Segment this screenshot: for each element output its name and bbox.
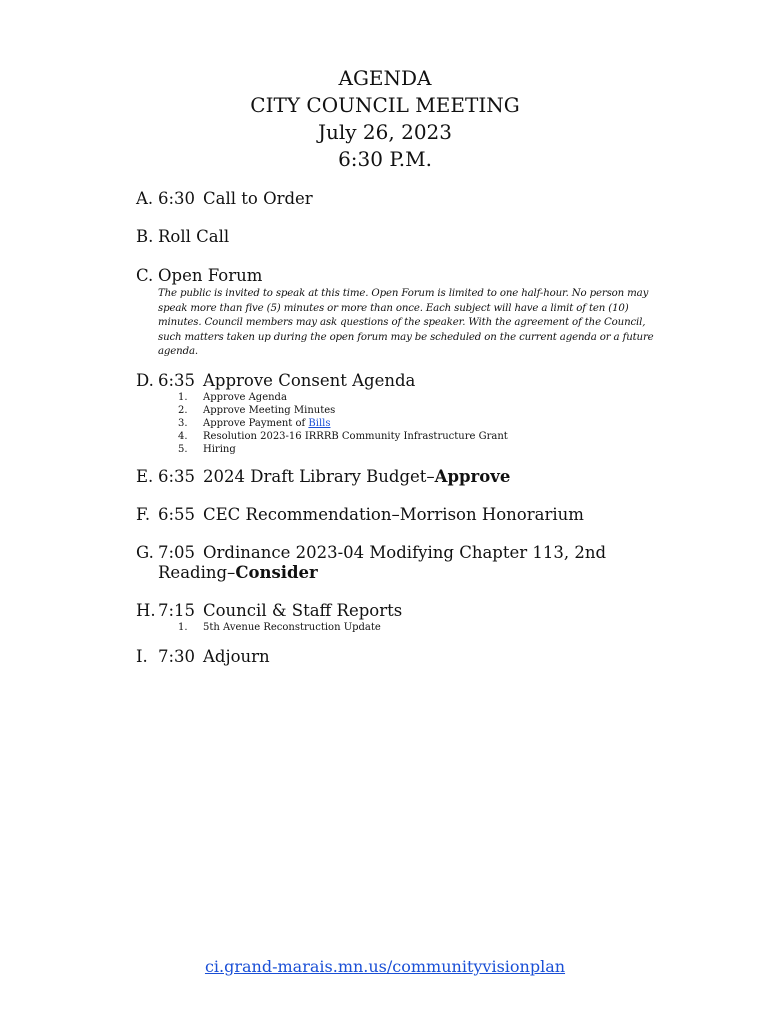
bills-link[interactable]: Bills [308, 418, 331, 429]
item-letter: B. [136, 227, 154, 246]
header-time: 6:30 P.M. [338, 147, 432, 171]
item-time: 6:35 [158, 467, 196, 486]
item-time: 7:15 [158, 601, 196, 620]
item-title: Ordinance 2023-04 Modifying Chapter 113, 2nd [203, 543, 607, 562]
item-title: Approve Consent Agenda [203, 371, 416, 390]
item-letter: E. [136, 467, 154, 486]
consent-agenda-sublist [178, 391, 508, 456]
list-item: 3. Approve Payment of Bills [178, 418, 331, 429]
item-time: 7:05 [158, 543, 196, 562]
item-title: Adjourn [203, 647, 270, 666]
item-title: Roll Call [158, 227, 230, 246]
item-action: Consider [235, 563, 318, 582]
item-letter: G. [136, 543, 154, 562]
item-letter: I. [136, 647, 148, 666]
item-letter: A. [136, 189, 154, 208]
item-title-line2: Reading– [158, 563, 236, 582]
agenda-item-h [136, 601, 402, 621]
agenda-item-c [136, 266, 262, 286]
page-footer [0, 957, 770, 977]
item-time: 6:35 [158, 371, 196, 390]
header-title: AGENDA [338, 66, 432, 90]
open-forum-note: The public is invited to speak at this time. Open Forum is limited to one half-hour. No person may speak more than five (5) minutes or more than once. Each subject will have a limit of ten (10) minutes. Council members may ask questions of the speaker. With the agreement of the Council, such matters taken up during the open forum may be scheduled on the current agenda or a future agenda. [158, 288, 654, 357]
reports-sublist [178, 621, 381, 634]
agenda-header [0, 65, 770, 173]
agenda-item-a [136, 189, 313, 209]
agenda-item-i [136, 647, 270, 667]
item-title: CEC Recommendation–Morrison Honorarium [203, 505, 584, 524]
community-vision-plan-link[interactable]: ci.grand-marais.mn.us/communityvisionplan [204, 957, 566, 976]
agenda-item-f [136, 505, 584, 525]
item-time: 6:55 [158, 505, 196, 524]
agenda-item-b [136, 227, 229, 247]
item-title: 2024 Draft Library Budget– [203, 467, 435, 486]
item-time: 7:30 [158, 647, 196, 666]
item-action: Approve [434, 467, 511, 486]
item-letter: D. [136, 371, 154, 390]
item-title: Call to Order [203, 189, 313, 208]
agenda-item-g-continued [158, 563, 318, 583]
item-letter: C. [136, 266, 154, 285]
list-item: 1. Approve Agenda [178, 392, 287, 403]
header-date: July 26, 2023 [317, 120, 452, 144]
header-meeting-name: CITY COUNCIL MEETING [250, 93, 520, 117]
item-letter: F. [136, 505, 151, 524]
agenda-item-g [136, 543, 606, 563]
item-title: Council & Staff Reports [203, 601, 403, 620]
item-letter: H. [136, 601, 156, 620]
list-item: 4. Resolution 2023-16 IRRRB Community Infrastructure Grant [178, 431, 508, 442]
agenda-item-e [136, 467, 510, 487]
agenda-item-d [136, 371, 415, 391]
list-item: 5. Hiring [178, 444, 236, 455]
list-item: 2. Approve Meeting Minutes [178, 405, 336, 416]
list-item: 1. 5th Avenue Reconstruction Update [178, 622, 381, 633]
item-title: Open Forum [158, 266, 263, 285]
item-time: 6:30 [158, 189, 196, 208]
